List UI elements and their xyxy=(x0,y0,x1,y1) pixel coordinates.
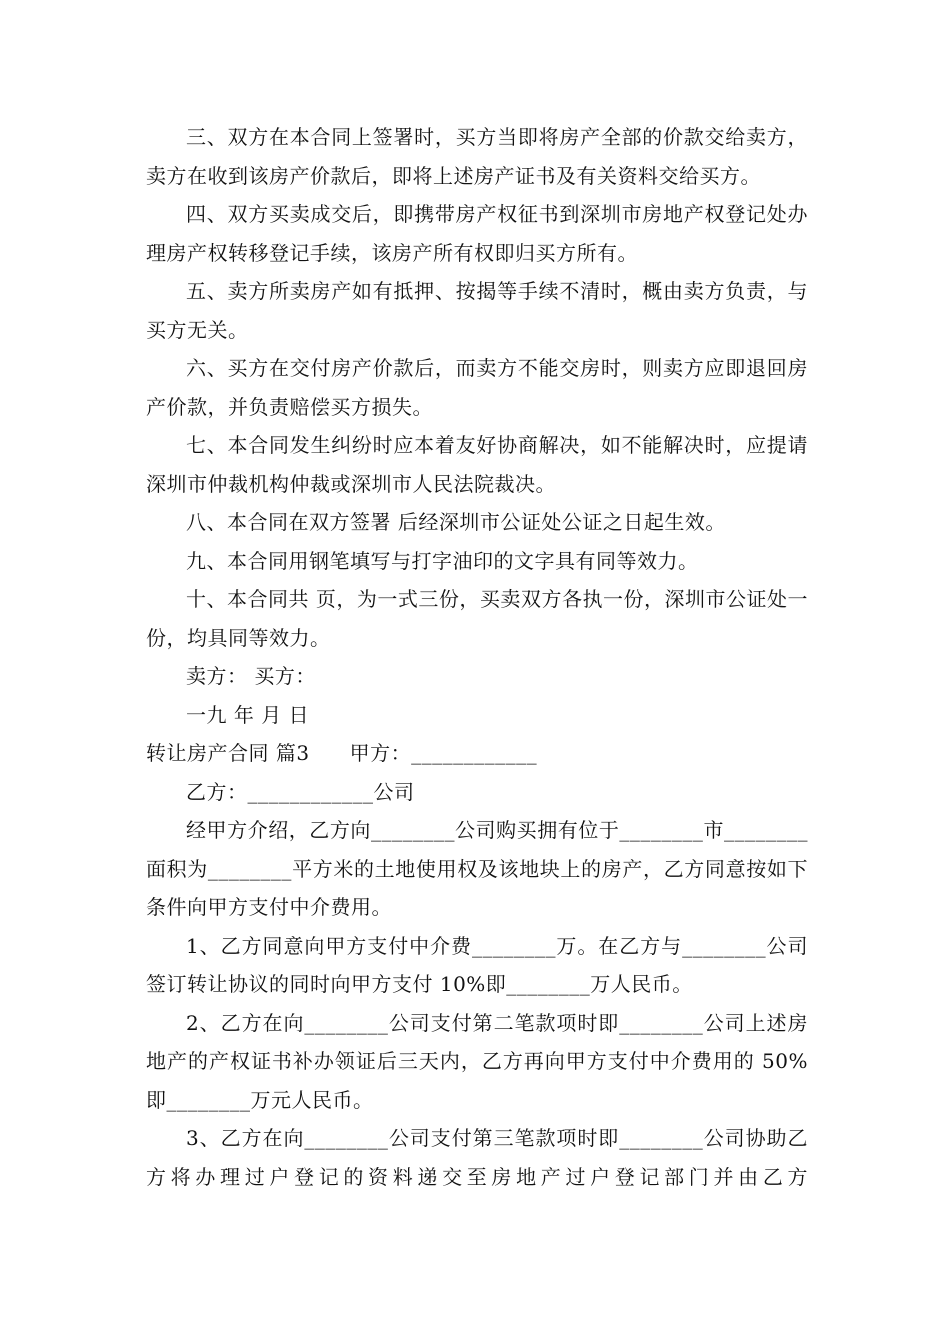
clause-5-mortgage: 五、卖方所卖房产如有抵押、按揭等手续不清时，概由卖方负责，与买方无关。 xyxy=(146,279,808,342)
fee-clause-2: 2、乙方在向________公司支付第二笔款项时即________公司上述房地产的产权证书补办领证后三天内，乙方再向甲方支付中介费用的 50%即________万元人民币。 xyxy=(146,1010,808,1112)
party-a-label: 甲方：____________ xyxy=(349,741,538,765)
date-line: 一九 年 月 日 xyxy=(186,702,310,727)
contract-body xyxy=(146,118,808,1196)
clause-7-dispute: 七、本合同发生纠纷时应本着友好协商解决，如不能解决时，应提请深圳市仲裁机构仲裁或深圳市人民法院裁决。 xyxy=(146,433,808,496)
fee-clause-3: 3、乙方在向________公司支付第三笔款项时即________公司协助乙方将办理过户登记的资料递交至房地产过户登记部门并由乙方 xyxy=(146,1126,808,1189)
clause-4-registration: 四、双方买卖成交后，即携带房产权征书到深圳市房地产权登记处办理房产权转移登记手续，该房产所有权即归买方所有。 xyxy=(146,202,808,265)
fee-clause-1: 1、乙方同意向甲方支付中介费________万。在乙方与________公司签订转让协议的同时向甲方支付 10%即________万人民币。 xyxy=(146,933,808,996)
clause-8-effective: 八、本合同在双方签署 后经深圳市公证处公证之日起生效。 xyxy=(186,510,726,534)
clause-3-payment: 三、双方在本合同上签署时，买方当即将房产全部的价款交给卖方，卖方在收到该房产价款后，即将上述房产证书及有关资料交给买方。 xyxy=(146,125,808,188)
party-b-line: 乙方：____________公司 xyxy=(186,779,415,804)
section-title: 转让房产合同 篇3 xyxy=(146,741,310,765)
clause-6-refund: 六、买方在交付房产价款后，而卖方不能交房时，则卖方应即退回房产价款，并负责赔偿买方损失。 xyxy=(146,356,808,419)
section-heading-line xyxy=(146,734,808,773)
clause-9-validity: 九、本合同用钢笔填写与打字油印的文字具有同等效力。 xyxy=(186,548,699,573)
signature-line: 卖方： 买方： xyxy=(186,664,316,688)
clause-10-copies: 十、本合同共 页，为一式三份，买卖双方各执一份，深圳市公证处一份，均具同等效力。 xyxy=(146,587,808,650)
intro-paragraph: 经甲方介绍，乙方向________公司购买拥有位于________市________面积为________平方米的土地使用权及该地块上的房产，乙方同意按如下条件向甲方支付中介费用。 xyxy=(146,818,808,919)
